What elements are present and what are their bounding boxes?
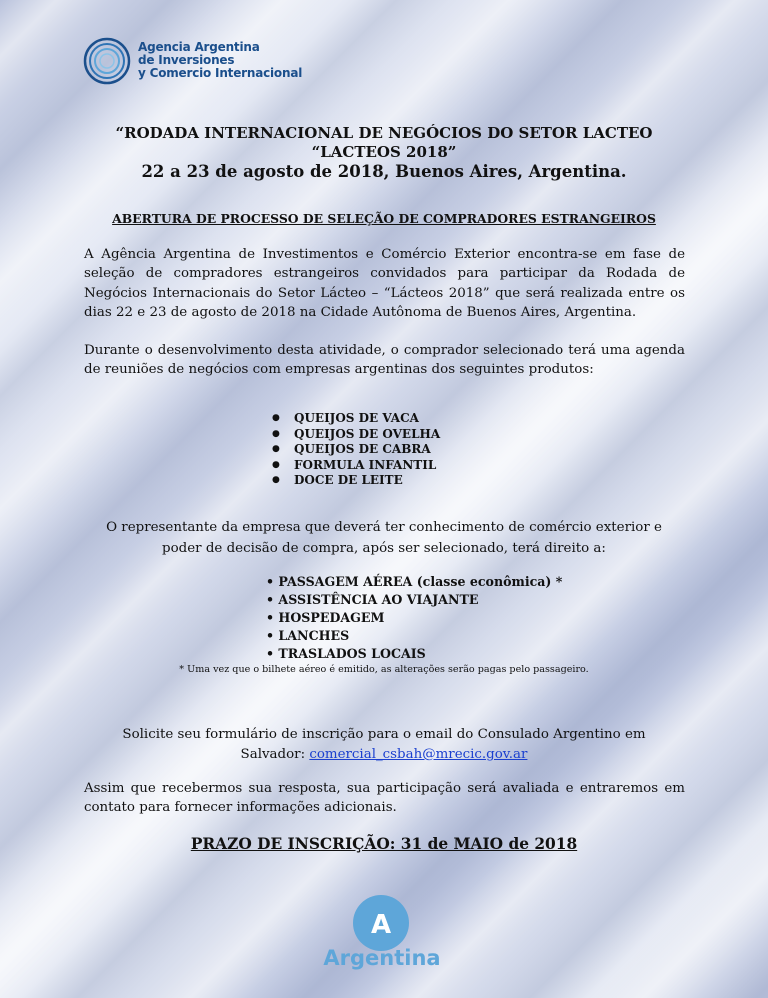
event-title [84,124,684,181]
benefits-list-item: • HOSPEDAGEM [266,610,385,625]
benefits-list-item: • ASSISTÊNCIA AO VIAJANTE [266,592,479,607]
products-list-item: ● DOCE DE LEITE [272,473,440,489]
representative-line: O representante da empresa que deverá ter conhecimento de comércio exterior e [106,520,662,535]
argentina-brand-wordmark: Argentina [323,946,441,970]
products-list [272,411,440,489]
argentina-badge-icon [351,893,411,953]
representative-line: poder de decisão de compra, após ser selecionado, terá direito a: [162,541,606,556]
agenda-paragraph: Durante o desenvolvimento desta atividade, o comprador selecionado terá uma agenda de reuniões de negócios com empresas argentinas dos seguintes produtos: [84,343,685,378]
request-paragraph [84,725,684,765]
benefits-list-item: • PASSAGEM AÉREA (classe econômica) * [266,574,563,589]
benefits-list-item: • TRASLADOS LOCAIS [266,646,426,661]
request-line: Solicite seu formulário de inscrição para o email do Consulado Argentino em [122,727,646,742]
followup-paragraph: Assim que recebermos sua resposta, sua participação será avaliada e entraremos em contato para fornecer informações adicionais. [84,781,685,816]
email-link[interactable]: comercial_csbah@mrecic.gov.ar [309,747,528,762]
event-title-line1: “RODADA INTERNACIONAL DE NEGÓCIOS DO SETOR LACTEO [115,124,653,142]
agency-logo-rings-icon [82,36,132,86]
event-dates: 22 a 23 de agosto de 2018, Buenos Aires, Argentina. [141,162,627,181]
argentina-badge-letter: A [370,910,392,940]
intro-paragraph: A Agência Argentina de Investimentos e Comércio Exterior encontra-se em fase de seleção de compradores estrangeiros convidados para participar da Rodada de Negócios Internacionais do Setor Lácteo – “Lácteos 2018” que será realizada entre os dias 22 e 23 de agosto de 2018 na Cidade Autônoma de Buenos Aires, Argentina. [84,247,685,321]
agency-logo-line: Agencia Argentina [138,40,260,54]
request-prefix: Salvador: [240,747,310,762]
products-list-item: ● QUEIJOS DE OVELHA [272,427,440,443]
ticket-note: * Uma vez que o bilhete aéreo é emitido, as alterações serão pagas pelo passageiro. [179,664,589,675]
benefits-list [266,573,562,663]
products-list-item: ● QUEIJOS DE VACA [272,411,440,427]
event-title-line2: “LACTEOS 2018” [311,143,457,161]
agency-logo [82,36,312,88]
deadline-heading: PRAZO DE INSCRIÇÃO: 31 de MAIO de 2018 [190,835,578,853]
section-heading: ABERTURA DE PROCESSO DE SELEÇÃO DE COMPRADORES ESTRANGEIROS [112,211,656,226]
agency-logo-line: de Inversiones [138,53,235,67]
benefits-list-item: • LANCHES [266,628,350,643]
agency-logo-line: y Comercio Internacional [138,66,303,80]
representative-paragraph [84,517,684,559]
products-list-item: ● FORMULA INFANTIL [272,458,440,474]
agency-logo-text [138,41,302,80]
products-list-item: ● QUEIJOS DE CABRA [272,442,440,458]
request-line [84,745,684,765]
